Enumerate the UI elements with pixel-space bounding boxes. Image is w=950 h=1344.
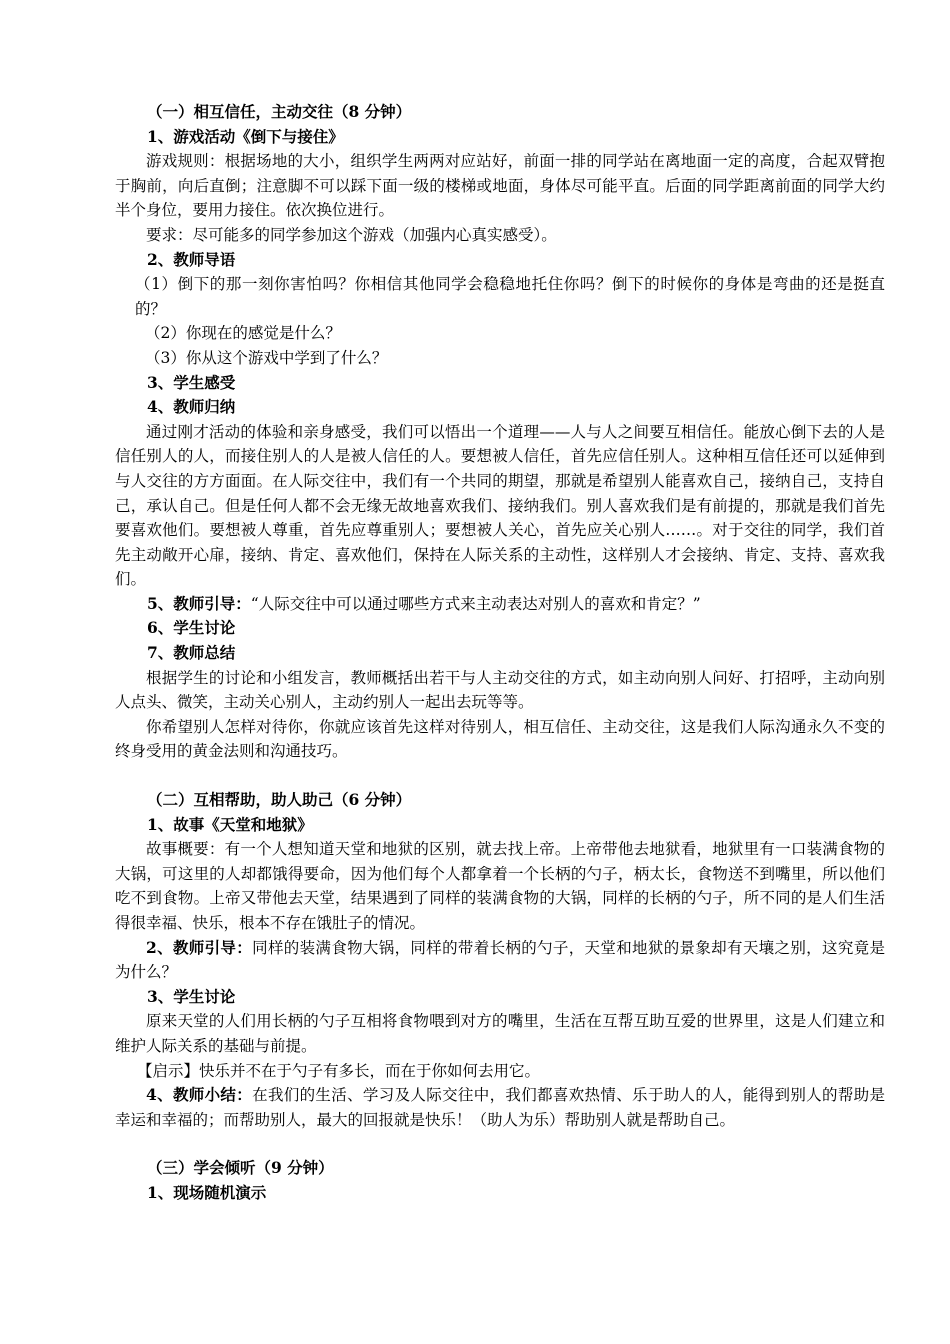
section-1-title: （一）相互信任，主动交往（8 分钟） xyxy=(147,102,412,121)
game-rules-paragraph: 游戏规则：根据场地的大小，组织学生两两对应站好，前面一排的同学站在离地面一定的高度，合起双臂抱于胸前，向后直倒；注意脚不可以踩下面一级的楼梯或地面，身体尽可能平直。后面的同学距离前面的同学大约半个身位，要用力接住。依次换位进行。 xyxy=(115,152,885,220)
section-2-heading-2 xyxy=(115,936,885,985)
section-3-title: （三）学会倾听（9 分钟） xyxy=(147,1158,334,1178)
section-gap xyxy=(115,764,885,788)
section-2-heading-4 xyxy=(115,1083,885,1132)
story-paragraph: 故事概要：有一个人想知道天堂和地狱的区别，就去找上帝。上帝带他去地狱看，地狱里有一口装满食物的大锅，可这里的人却都饿得要命，因为他们每个人都拿着一个长柄的勺子，柄太长，食物送不到嘴里，所以他们吃不到食物。上帝又带他去天堂，结果遇到了同样的装满食物的大锅，同样的长柄的勺子，所不同的是人们生活得很幸福、快乐，根本不存在饿肚子的情况。 xyxy=(115,840,885,932)
question-3: （3）你从这个游戏中学到了什么？ xyxy=(145,348,388,367)
document-page xyxy=(115,100,885,1206)
section-1-heading-4: 4、教师归纳 xyxy=(147,397,236,417)
question-2: （2）你现在的感觉是什么？ xyxy=(145,324,341,343)
heading-5-label: 5、教师引导： xyxy=(147,593,251,613)
section-1-heading-5 xyxy=(115,592,885,617)
section-2-heading-1: 1、故事《天堂和地狱》 xyxy=(147,814,313,834)
section-1-heading-6: 6、学生讨论 xyxy=(147,618,236,638)
section-1-heading-1: 1、游戏活动《倒下与接住》 xyxy=(147,126,344,146)
section-2-title: （二）互相帮助，助人助己（6 分钟） xyxy=(147,790,412,810)
section-1-heading-2: 2、教师导语 xyxy=(147,249,236,269)
conclusion-paragraph-1: 根据学生的讨论和小组发言，教师概括出若干与人主动交往的方式，如主动向别人问好、打招呼，主动向别人点头、微笑，主动关心别人，主动约别人一起出去玩等等。 xyxy=(115,668,885,712)
heading-4-label: 4、教师小结： xyxy=(146,1085,253,1105)
section-3-heading-1: 1、现场随机演示 xyxy=(147,1182,267,1202)
answer-paragraph: 原来天堂的人们用长柄的勺子互相将食物喂到对方的嘴里，生活在互帮互助互爱的世界里，这是人们建立和维护人际关系的基础与前提。 xyxy=(115,1012,885,1055)
section-1-heading-3: 3、学生感受 xyxy=(147,372,236,392)
section-gap-2 xyxy=(115,1132,885,1156)
heading-4-text: 在我们的生活、学习及人际交往中，我们都喜欢热情、乐于助人的人，能得到别人的帮助是幸运和幸福的；而帮助别人，最大的回报就是快乐！（助人为乐）帮助别人就是帮助自己。 xyxy=(115,1086,885,1129)
heading-2-text: 同样的装满食物大锅，同样的带着长柄的勺子，天堂和地狱的景象却有天壤之别，这究竟是为什么？ xyxy=(115,938,885,982)
heading-2-label: 2、教师引导： xyxy=(146,937,253,957)
conclusion-paragraph-2: 你希望别人怎样对待你，你就应该首先这样对待别人，相互信任、主动交往，这是我们人际沟通永久不变的终身受用的黄金法则和沟通技巧。 xyxy=(115,717,885,761)
question-1: （1）倒下的那一刻你害怕吗？你相信其他同学会稳稳地托住你吗？倒下的时候你的身体是弯曲的还是挺直的？ xyxy=(135,275,885,318)
insight-paragraph: 【启示】快乐并不在于勺子有多长，而在于你如何去用它。 xyxy=(137,1061,541,1080)
section-1-heading-7: 7、教师总结 xyxy=(147,643,236,663)
section-2-heading-3: 3、学生讨论 xyxy=(147,986,236,1006)
teacher-summary-paragraph: 通过刚才活动的体验和亲身感受，我们可以悟出一个道理——人与人之间要互相信任。能放心倒下去的人是信任别人的人，而接住别人的人是被人信任的人。要想被人信任，首先应信任别人。这种相互信任还可以延伸到与人交往的方方面面。在人际交往中，我们有一个共同的期望，那就是希望别人能喜欢自己，接纳自己，支持自己，承认自己。但是任何人都不会无缘无故地喜欢我们、接纳我们。别人喜欢我们是有前提的，那就是我们首先要喜欢他们。要想被人尊重，首先应尊重别人；要想被人关心，首先应关心别人……。对于交往的同学，我们首先主动敞开心扉，接纳、肯定、喜欢他们，保持在人际关系的主动性，这样别人才会接纳、肯定、支持、喜欢我们。 xyxy=(115,422,885,589)
heading-5-text: “人际交往中可以通过哪些方式来主动表达对别人的喜欢和肯定？” xyxy=(250,594,701,613)
requirement-paragraph: 要求：尽可能多的同学参加这个游戏（加强内心真实感受）。 xyxy=(146,225,557,244)
